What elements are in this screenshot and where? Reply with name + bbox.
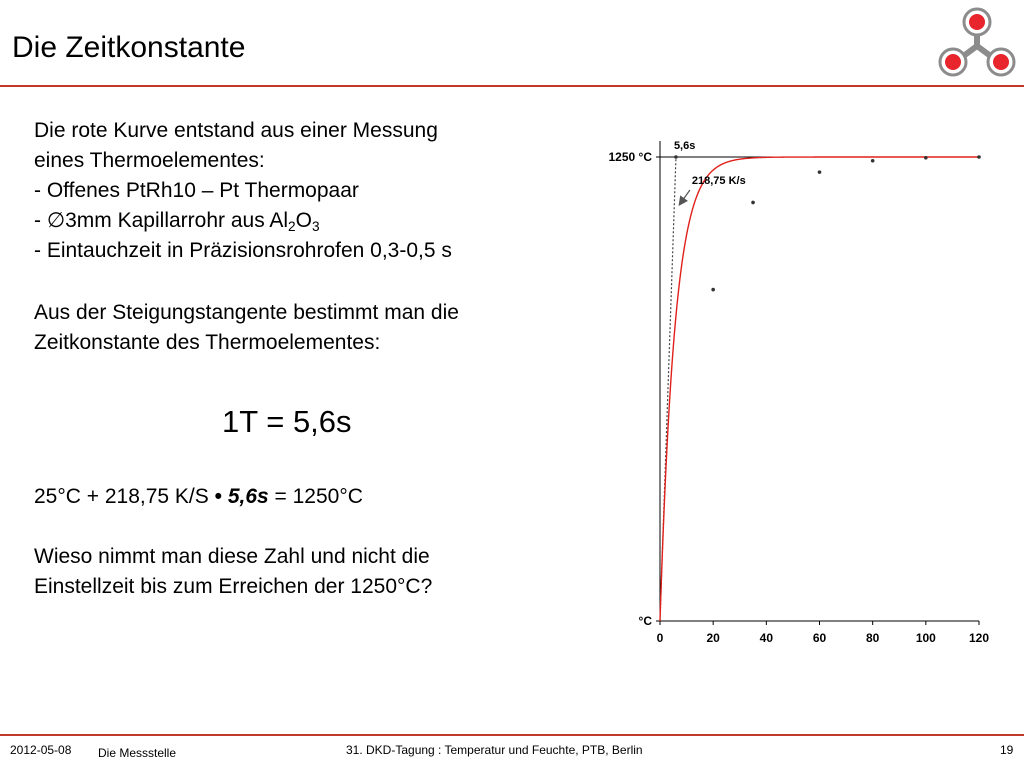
header-divider [0, 85, 1024, 87]
x-tick-label: 100 [915, 631, 936, 645]
subscript: 3 [311, 219, 320, 234]
y-tick-label: °C [638, 614, 652, 628]
calc-part1: 25°C + 218,75 K/S [34, 485, 209, 508]
tangent-paragraph [34, 298, 574, 358]
calc-bold-value: 5,6s [227, 485, 269, 508]
para-line: Aus der Steigungstangente bestimmt man die [34, 301, 459, 324]
capillary-mid: O [295, 209, 312, 232]
annotation-slope: 218,75 K/s [691, 175, 746, 187]
x-tick-label: 0 [656, 631, 664, 645]
x-tick-label: 40 [759, 631, 774, 645]
ptb-logo-icon [936, 4, 1018, 80]
capillary-text: 3mm Kapillarrohr aus Al [65, 209, 289, 232]
time-constant-formula: 1T = 5,6s [222, 404, 352, 439]
calc-dot: • [208, 485, 228, 508]
slide-title: Die Zeitkonstante [12, 31, 246, 64]
intro-line: eines Thermoelementes: [34, 149, 265, 172]
annotation-time-constant: 5,6s [673, 140, 696, 152]
data-point [751, 201, 755, 205]
calculation-line [34, 482, 363, 512]
capillary-prefix: - [34, 209, 47, 232]
data-point [711, 288, 715, 292]
response-curve [660, 157, 979, 621]
page-number: 19 [1000, 743, 1014, 757]
footer-divider [0, 734, 1024, 736]
intro-line: Die rote Kurve entstand aus einer Messung [34, 119, 438, 142]
annotation-arrow [680, 190, 690, 204]
x-tick-label: 60 [812, 631, 827, 645]
intro-text [34, 116, 574, 266]
question-line: Einstellzeit bis zum Erreichen der 1250°C? [34, 575, 433, 598]
data-point [871, 159, 875, 163]
subscript: 2 [288, 219, 296, 234]
x-tick-label: 20 [706, 631, 720, 645]
footer-date: 2012-05-08 [10, 743, 72, 757]
footer-department: Die Messstelle [98, 746, 177, 760]
diameter-symbol: ∅ [46, 209, 66, 232]
data-point [924, 156, 928, 160]
data-point [818, 170, 822, 174]
capillary-line [34, 206, 574, 236]
para-line: Zeitkonstante des Thermoelementes: [34, 331, 381, 354]
question-line: Wieso nimmt man diese Zahl und nicht die [34, 545, 430, 568]
footer-conference: 31. DKD-Tagung : Temperatur und Feuchte, PTB, Berlin [346, 743, 643, 757]
data-point [674, 155, 678, 159]
calc-part2: = 1250°C [268, 485, 363, 508]
question-text [34, 542, 574, 602]
data-point [977, 155, 981, 159]
x-tick-label: 80 [865, 631, 880, 645]
x-tick-label: 120 [968, 631, 990, 645]
response-chart [590, 128, 1010, 658]
immersion-line: - Eintauchzeit in Präzisionsrohrofen 0,3-0,5 s [34, 239, 452, 262]
y-tick-label: 1250 °C [608, 150, 652, 164]
intro-line: - Offenes PtRh10 – Pt Thermopaar [34, 179, 359, 202]
